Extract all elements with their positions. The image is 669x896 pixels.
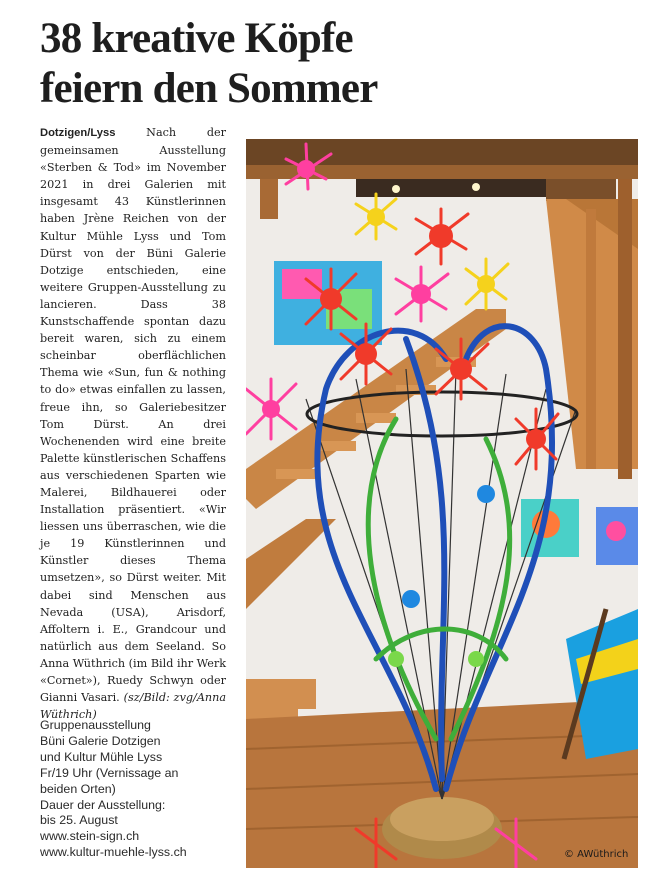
info-line: beiden Orten)	[40, 781, 116, 796]
sculpture-cornet-image	[246, 139, 638, 868]
info-line: Büni Galerie Dotzigen	[40, 733, 161, 748]
article-dateline: Dotzigen/Lyss	[40, 127, 116, 139]
info-link-kultur-muehle[interactable]: www.kultur-muehle-lyss.ch	[40, 845, 187, 860]
info-link-stein-sign[interactable]: www.stein-sign.ch	[40, 829, 140, 844]
info-line: Fr/19 Uhr (Vernissage an	[40, 765, 179, 780]
article-credit: (sz/Bild: zvg/Anna Wüthrich)	[40, 691, 226, 722]
info-line: und Kultur Mühle Lyss	[40, 749, 163, 764]
headline-line-2: feiern den Sommer	[40, 65, 378, 112]
photo-signature: © AWüthrich	[564, 849, 629, 860]
headline	[40, 14, 660, 114]
info-line: Gruppenausstellung	[40, 718, 151, 732]
info-line: bis 25. August	[40, 813, 118, 828]
article-text: Nach der gemeinsamen Ausstellung «Sterben & Tod» im November 2021 in drei Galerien mit insgesamt 43 Künstlerinnen haben Jrène Reichen von der Kultur Mühle Lyss und Tom Dürst von der Büni Galerie Dotzige entschieden, eine weitere Gruppen-Ausstellung zu lancieren. Dass 38 Kunstschaffende spontan dazu bereit waren, sich zu einem scheinbar oberflächlichen Thema wie «Sun, fun & nothing to do» etwas einfallen zu lassen, freue ihn, so Galeriebesitzer Tom Dürst. An drei Wochenenden wird eine breite Palette künstlerischen Schaffens aus verschiedenen Sparten wie Malerei, Bildhauerei oder Installation präsentiert. «Wir liessen uns überraschen, wie die je 19 Künstlerinnen und Künstler dieses Thema umsetzen», so Dürst weiter. Mit dabei sind Menschen aus Nevada (USA), Arisdorf, Affoltern i. E., Grandcour und natürlich aus dem Seeland. So Anna Wüthrich (im Bild ihr Werk «Cornet»), Ruedy Schwyn oder Gianni Vasari.	[40, 126, 226, 705]
headline-line-1: 38 kreative Köpfe	[40, 15, 353, 62]
artwork-photo	[246, 139, 638, 868]
info-line: Dauer der Ausstellung:	[40, 797, 166, 812]
event-info-box	[40, 718, 236, 861]
article-body	[40, 124, 226, 723]
